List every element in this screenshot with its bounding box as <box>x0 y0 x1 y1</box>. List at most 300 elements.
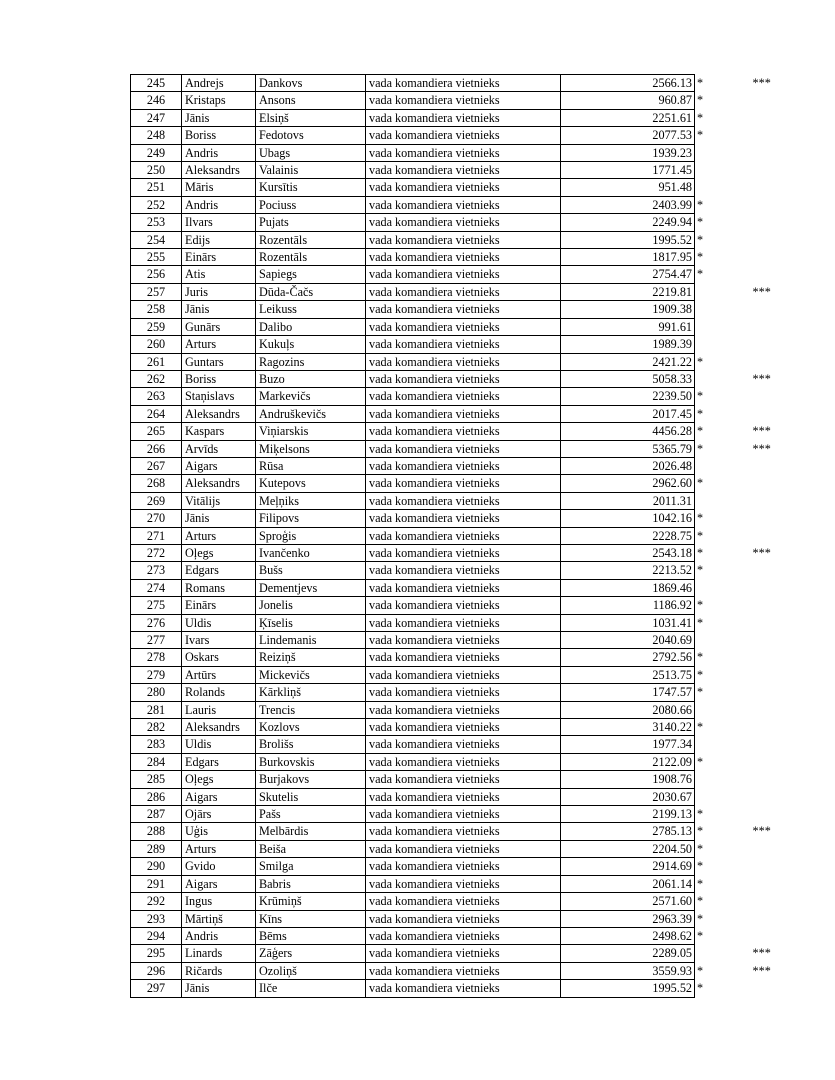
last-name-cell: Andruškevičs <box>256 405 366 422</box>
position-cell: vada komandiera vietnieks <box>366 823 561 840</box>
note-marker-cell <box>725 719 785 736</box>
last-name-cell: Dūda-Čačs <box>256 283 366 300</box>
position-cell: vada komandiera vietnieks <box>366 945 561 962</box>
row-number-cell: 297 <box>131 980 182 997</box>
marker-cell: * <box>697 720 704 735</box>
first-name-cell: Aleksandrs <box>182 719 256 736</box>
note-marker-cell <box>725 753 785 770</box>
table-row <box>131 231 785 248</box>
marker-cell <box>695 144 725 161</box>
last-name-cell: Kursītis <box>256 179 366 196</box>
last-name-cell: Kutepovs <box>256 475 366 492</box>
note-marker-cell <box>725 162 785 179</box>
table-row <box>131 544 785 561</box>
table-row <box>131 109 785 126</box>
table-row <box>131 370 785 387</box>
table-body <box>131 75 785 998</box>
row-number-cell: 281 <box>131 701 182 718</box>
amount-cell: 1042.16 <box>561 510 695 527</box>
row-number-cell: 270 <box>131 510 182 527</box>
row-number-cell: 290 <box>131 858 182 875</box>
row-number-cell: 294 <box>131 927 182 944</box>
row-number-cell: 271 <box>131 527 182 544</box>
last-name-cell: Kīns <box>256 910 366 927</box>
marker-cell: * <box>697 76 704 90</box>
note-marker-cell <box>725 893 785 910</box>
table-row <box>131 283 785 300</box>
last-name-cell: Pujats <box>256 214 366 231</box>
note-marker-cell <box>725 788 785 805</box>
last-name-cell: Lindemanis <box>256 632 366 649</box>
amount-cell: 2030.67 <box>561 788 695 805</box>
table-row <box>131 614 785 631</box>
position-cell: vada komandiera vietnieks <box>366 614 561 631</box>
table-row <box>131 719 785 736</box>
position-cell: vada komandiera vietnieks <box>366 962 561 979</box>
table-row <box>131 492 785 509</box>
marker-cell: * <box>697 215 704 230</box>
marker-cell: * <box>697 876 704 891</box>
first-name-cell: Edgars <box>182 753 256 770</box>
table-row <box>131 962 785 979</box>
position-cell: vada komandiera vietnieks <box>366 510 561 527</box>
first-name-cell: Oļegs <box>182 544 256 561</box>
note-marker-cell: *** <box>752 76 771 90</box>
marker-cell: * <box>697 563 704 578</box>
last-name-cell: Leikuss <box>256 301 366 318</box>
table-row <box>131 666 785 683</box>
table-row <box>131 753 785 770</box>
row-number-cell: 261 <box>131 353 182 370</box>
marker-cell: * <box>697 598 704 613</box>
position-cell: vada komandiera vietnieks <box>366 544 561 561</box>
marker-cell: * <box>697 911 704 926</box>
marker-cell <box>695 579 725 596</box>
position-cell: vada komandiera vietnieks <box>366 75 561 92</box>
note-marker-cell <box>725 214 785 231</box>
amount-cell: 2249.94 <box>561 214 695 231</box>
note-marker-cell <box>725 701 785 718</box>
marker-cell: * <box>697 389 704 404</box>
last-name-cell: Mickevičs <box>256 666 366 683</box>
marker-cell: * <box>697 424 704 439</box>
amount-cell: 2498.62 <box>561 927 695 944</box>
first-name-cell: Boriss <box>182 127 256 144</box>
last-name-cell: Beiša <box>256 840 366 857</box>
row-number-cell: 295 <box>131 945 182 962</box>
table-row <box>131 945 785 962</box>
position-cell: vada komandiera vietnieks <box>366 893 561 910</box>
marker-cell: * <box>697 441 704 456</box>
last-name-cell: Filipovs <box>256 510 366 527</box>
last-name-cell: Viņiarskis <box>256 423 366 440</box>
position-cell: vada komandiera vietnieks <box>366 858 561 875</box>
table-row <box>131 388 785 405</box>
position-cell: vada komandiera vietnieks <box>366 980 561 997</box>
first-name-cell: Jānis <box>182 301 256 318</box>
position-cell: vada komandiera vietnieks <box>366 457 561 474</box>
first-name-cell: Edgars <box>182 562 256 579</box>
last-name-cell: Pašs <box>256 806 366 823</box>
table-row <box>131 910 785 927</box>
note-marker-cell: *** <box>752 946 771 961</box>
row-number-cell: 269 <box>131 492 182 509</box>
marker-cell: * <box>697 963 704 978</box>
position-cell: vada komandiera vietnieks <box>366 283 561 300</box>
row-number-cell: 289 <box>131 840 182 857</box>
marker-cell: * <box>697 511 704 526</box>
last-name-cell: Ivančenko <box>256 544 366 561</box>
amount-cell: 2914.69 <box>561 858 695 875</box>
row-number-cell: 246 <box>131 92 182 109</box>
first-name-cell: Māris <box>182 179 256 196</box>
first-name-cell: Ivars <box>182 632 256 649</box>
first-name-cell: Juris <box>182 283 256 300</box>
position-cell: vada komandiera vietnieks <box>366 910 561 927</box>
first-name-cell: Staņislavs <box>182 388 256 405</box>
note-marker-cell <box>725 109 785 126</box>
table-row <box>131 649 785 666</box>
last-name-cell: Sproģis <box>256 527 366 544</box>
row-number-cell: 248 <box>131 127 182 144</box>
note-marker-cell <box>725 231 785 248</box>
position-cell: vada komandiera vietnieks <box>366 318 561 335</box>
first-name-cell: Linards <box>182 945 256 962</box>
first-name-cell: Kaspars <box>182 423 256 440</box>
amount-cell: 2204.50 <box>561 840 695 857</box>
position-cell: vada komandiera vietnieks <box>366 527 561 544</box>
first-name-cell: Ilvars <box>182 214 256 231</box>
amount-cell: 2219.81 <box>561 283 695 300</box>
last-name-cell: Miķelsons <box>256 440 366 457</box>
last-name-cell: Dementjevs <box>256 579 366 596</box>
note-marker-cell <box>725 510 785 527</box>
marker-cell: * <box>697 824 704 839</box>
first-name-cell: Einārs <box>182 249 256 266</box>
position-cell: vada komandiera vietnieks <box>366 127 561 144</box>
note-marker-cell <box>725 614 785 631</box>
row-number-cell: 282 <box>131 719 182 736</box>
first-name-cell: Lauris <box>182 701 256 718</box>
table-row <box>131 249 785 266</box>
first-name-cell: Andris <box>182 927 256 944</box>
position-cell: vada komandiera vietnieks <box>366 649 561 666</box>
position-cell: vada komandiera vietnieks <box>366 353 561 370</box>
table-row <box>131 301 785 318</box>
table-row <box>131 527 785 544</box>
last-name-cell: Smilga <box>256 858 366 875</box>
row-number-cell: 245 <box>131 75 182 92</box>
first-name-cell: Jānis <box>182 980 256 997</box>
row-number-cell: 292 <box>131 893 182 910</box>
position-cell: vada komandiera vietnieks <box>366 196 561 213</box>
table-row <box>131 771 785 788</box>
first-name-cell: Vitālijs <box>182 492 256 509</box>
amount-cell: 2792.56 <box>561 649 695 666</box>
marker-cell: * <box>697 667 704 682</box>
row-number-cell: 275 <box>131 597 182 614</box>
last-name-cell: Dalibo <box>256 318 366 335</box>
position-cell: vada komandiera vietnieks <box>366 162 561 179</box>
table-row <box>131 788 785 805</box>
note-marker-cell <box>725 144 785 161</box>
table-row <box>131 684 785 701</box>
amount-cell: 2077.53 <box>561 127 695 144</box>
amount-cell: 1771.45 <box>561 162 695 179</box>
first-name-cell: Gvido <box>182 858 256 875</box>
marker-cell <box>695 788 725 805</box>
first-name-cell: Andris <box>182 144 256 161</box>
marker-cell <box>695 771 725 788</box>
first-name-cell: Oskars <box>182 649 256 666</box>
position-cell: vada komandiera vietnieks <box>366 144 561 161</box>
first-name-cell: Rolands <box>182 684 256 701</box>
note-marker-cell <box>725 318 785 335</box>
first-name-cell: Mārtiņš <box>182 910 256 927</box>
note-marker-cell <box>725 492 785 509</box>
amount-cell: 3559.93 <box>561 962 695 979</box>
note-marker-cell <box>725 196 785 213</box>
last-name-cell: Fedotovs <box>256 127 366 144</box>
position-cell: vada komandiera vietnieks <box>366 597 561 614</box>
last-name-cell: Trencis <box>256 701 366 718</box>
table-row <box>131 840 785 857</box>
last-name-cell: Ilče <box>256 980 366 997</box>
note-marker-cell <box>725 840 785 857</box>
position-cell: vada komandiera vietnieks <box>366 492 561 509</box>
first-name-cell: Jānis <box>182 109 256 126</box>
amount-cell: 2754.47 <box>561 266 695 283</box>
note-marker-cell <box>725 736 785 753</box>
first-name-cell: Ojārs <box>182 806 256 823</box>
note-marker-cell <box>725 179 785 196</box>
first-name-cell: Romans <box>182 579 256 596</box>
personnel-table <box>130 74 785 998</box>
row-number-cell: 279 <box>131 666 182 683</box>
last-name-cell: Sapiegs <box>256 266 366 283</box>
table-row <box>131 318 785 335</box>
table-row <box>131 457 785 474</box>
first-name-cell: Boriss <box>182 370 256 387</box>
first-name-cell: Aigars <box>182 875 256 892</box>
last-name-cell: Markevičs <box>256 388 366 405</box>
row-number-cell: 255 <box>131 249 182 266</box>
first-name-cell: Artūrs <box>182 666 256 683</box>
position-cell: vada komandiera vietnieks <box>366 806 561 823</box>
row-number-cell: 260 <box>131 336 182 353</box>
last-name-cell: Elsiņš <box>256 109 366 126</box>
last-name-cell: Babris <box>256 875 366 892</box>
table-row <box>131 579 785 596</box>
note-marker-cell <box>725 875 785 892</box>
position-cell: vada komandiera vietnieks <box>366 701 561 718</box>
last-name-cell: Dankovs <box>256 75 366 92</box>
table-row <box>131 475 785 492</box>
first-name-cell: Aleksandrs <box>182 405 256 422</box>
amount-cell: 2963.39 <box>561 910 695 927</box>
marker-cell <box>695 701 725 718</box>
table-row <box>131 927 785 944</box>
position-cell: vada komandiera vietnieks <box>366 579 561 596</box>
amount-cell: 5058.33 <box>561 370 695 387</box>
table-row <box>131 562 785 579</box>
amount-cell: 2011.31 <box>561 492 695 509</box>
amount-cell: 2040.69 <box>561 632 695 649</box>
table-row <box>131 875 785 892</box>
first-name-cell: Ingus <box>182 893 256 910</box>
marker-cell: * <box>697 93 704 108</box>
note-marker-cell <box>725 579 785 596</box>
marker-cell: * <box>697 476 704 491</box>
amount-cell: 1989.39 <box>561 336 695 353</box>
note-marker-cell <box>725 266 785 283</box>
row-number-cell: 268 <box>131 475 182 492</box>
amount-cell: 2239.50 <box>561 388 695 405</box>
note-marker-cell: *** <box>752 824 771 839</box>
amount-cell: 2213.52 <box>561 562 695 579</box>
position-cell: vada komandiera vietnieks <box>366 666 561 683</box>
last-name-cell: Krūmiņš <box>256 893 366 910</box>
amount-cell: 2513.75 <box>561 666 695 683</box>
note-marker-cell <box>725 249 785 266</box>
marker-cell <box>695 457 725 474</box>
row-number-cell: 254 <box>131 231 182 248</box>
table-row <box>131 266 785 283</box>
note-marker-cell <box>725 353 785 370</box>
amount-cell: 3140.22 <box>561 719 695 736</box>
amount-cell: 2962.60 <box>561 475 695 492</box>
last-name-cell: Ozoliņš <box>256 962 366 979</box>
position-cell: vada komandiera vietnieks <box>366 788 561 805</box>
row-number-cell: 263 <box>131 388 182 405</box>
first-name-cell: Arvīds <box>182 440 256 457</box>
position-cell: vada komandiera vietnieks <box>366 684 561 701</box>
position-cell: vada komandiera vietnieks <box>366 562 561 579</box>
amount-cell: 1995.52 <box>561 980 695 997</box>
row-number-cell: 273 <box>131 562 182 579</box>
row-number-cell: 253 <box>131 214 182 231</box>
table-row <box>131 440 785 457</box>
last-name-cell: Rozentāls <box>256 231 366 248</box>
row-number-cell: 251 <box>131 179 182 196</box>
row-number-cell: 259 <box>131 318 182 335</box>
marker-cell: * <box>697 894 704 909</box>
first-name-cell: Ričards <box>182 962 256 979</box>
row-number-cell: 257 <box>131 283 182 300</box>
amount-cell: 1817.95 <box>561 249 695 266</box>
first-name-cell: Arturs <box>182 840 256 857</box>
note-marker-cell: *** <box>752 424 771 439</box>
marker-cell: * <box>697 545 704 560</box>
marker-cell: * <box>697 250 704 265</box>
marker-cell: * <box>697 197 704 212</box>
position-cell: vada komandiera vietnieks <box>366 927 561 944</box>
amount-cell: 2228.75 <box>561 527 695 544</box>
position-cell: vada komandiera vietnieks <box>366 753 561 770</box>
last-name-cell: Zāģers <box>256 945 366 962</box>
amount-cell: 5365.79 <box>561 440 695 457</box>
note-marker-cell <box>725 597 785 614</box>
note-marker-cell <box>725 632 785 649</box>
position-cell: vada komandiera vietnieks <box>366 632 561 649</box>
marker-cell <box>695 492 725 509</box>
marker-cell: * <box>697 267 704 282</box>
table-row <box>131 736 785 753</box>
marker-cell <box>695 301 725 318</box>
table-row <box>131 162 785 179</box>
marker-cell: * <box>697 754 704 769</box>
row-number-cell: 250 <box>131 162 182 179</box>
note-marker-cell <box>725 927 785 944</box>
position-cell: vada komandiera vietnieks <box>366 423 561 440</box>
row-number-cell: 291 <box>131 875 182 892</box>
row-number-cell: 258 <box>131 301 182 318</box>
amount-cell: 1909.38 <box>561 301 695 318</box>
first-name-cell: Aigars <box>182 457 256 474</box>
note-marker-cell <box>725 301 785 318</box>
table-row <box>131 980 785 997</box>
position-cell: vada komandiera vietnieks <box>366 109 561 126</box>
row-number-cell: 262 <box>131 370 182 387</box>
position-cell: vada komandiera vietnieks <box>366 231 561 248</box>
row-number-cell: 296 <box>131 962 182 979</box>
amount-cell: 4456.28 <box>561 423 695 440</box>
amount-cell: 2421.22 <box>561 353 695 370</box>
marker-cell: * <box>697 110 704 125</box>
first-name-cell: Kristaps <box>182 92 256 109</box>
table-row <box>131 597 785 614</box>
row-number-cell: 283 <box>131 736 182 753</box>
note-marker-cell: *** <box>752 963 771 978</box>
note-marker-cell <box>725 475 785 492</box>
marker-cell: * <box>697 406 704 421</box>
marker-cell: * <box>697 528 704 543</box>
table-row <box>131 806 785 823</box>
last-name-cell: Jonelis <box>256 597 366 614</box>
last-name-cell: Burkovskis <box>256 753 366 770</box>
position-cell: vada komandiera vietnieks <box>366 405 561 422</box>
note-marker-cell <box>725 405 785 422</box>
table-row <box>131 858 785 875</box>
position-cell: vada komandiera vietnieks <box>366 719 561 736</box>
note-marker-cell: *** <box>752 371 771 386</box>
position-cell: vada komandiera vietnieks <box>366 440 561 457</box>
last-name-cell: Ķīselis <box>256 614 366 631</box>
position-cell: vada komandiera vietnieks <box>366 249 561 266</box>
last-name-cell: Kukuļs <box>256 336 366 353</box>
marker-cell: * <box>697 981 704 996</box>
note-marker-cell <box>725 649 785 666</box>
amount-cell: 951.48 <box>561 179 695 196</box>
row-number-cell: 266 <box>131 440 182 457</box>
marker-cell <box>695 318 725 335</box>
row-number-cell: 256 <box>131 266 182 283</box>
row-number-cell: 274 <box>131 579 182 596</box>
table-row <box>131 144 785 161</box>
marker-cell <box>695 370 725 387</box>
first-name-cell: Atis <box>182 266 256 283</box>
table-row <box>131 510 785 527</box>
marker-cell: * <box>697 128 704 143</box>
last-name-cell: Meļņiks <box>256 492 366 509</box>
first-name-cell: Uldis <box>182 736 256 753</box>
amount-cell: 2785.13 <box>561 823 695 840</box>
note-marker-cell <box>725 388 785 405</box>
amount-cell: 2571.60 <box>561 893 695 910</box>
row-number-cell: 265 <box>131 423 182 440</box>
last-name-cell: Skutelis <box>256 788 366 805</box>
amount-cell: 991.61 <box>561 318 695 335</box>
